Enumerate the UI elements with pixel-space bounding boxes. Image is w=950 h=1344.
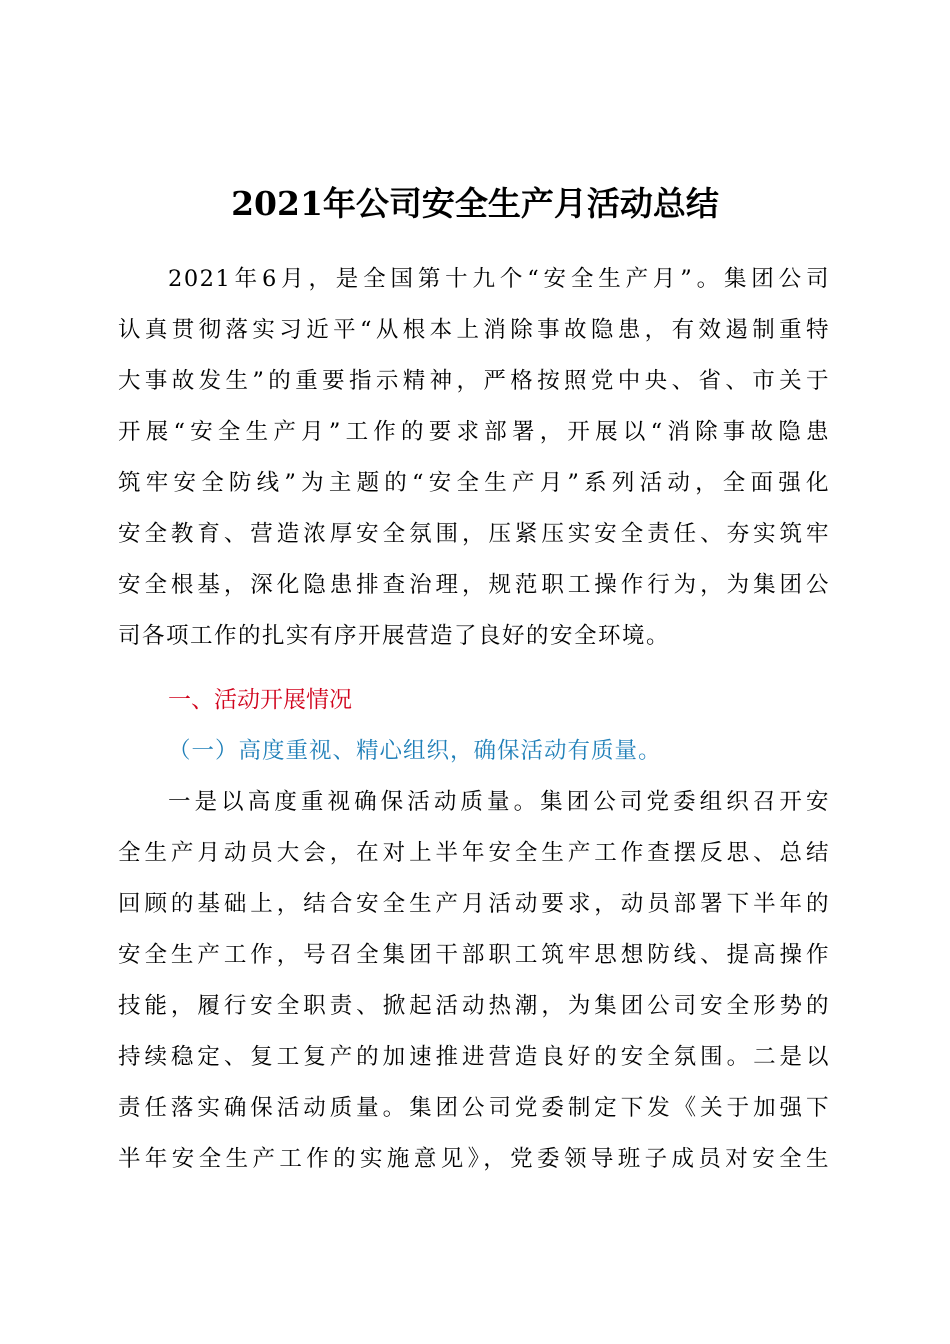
text-line: 技能，履行安全职责、掀起活动热潮，为集团公司安全形势的 <box>118 993 830 1019</box>
text-line: 一是以高度重视确保活动质量。集团公司党委组织召开安 <box>168 789 830 815</box>
text-line: 安全教育、营造浓厚安全氛围，压紧压实安全责任、夯实筑牢 <box>118 521 830 547</box>
text-line: 筑牢安全防线”为主题的“安全生产月”系列活动，全面强化 <box>118 470 830 496</box>
text-line: 回顾的基础上，结合安全生产月活动要求，动员部署下半年的 <box>118 891 830 917</box>
text-line: 2021年6月，是全国第十九个“安全生产月”。集团公司 <box>168 266 830 292</box>
intro-paragraph <box>118 254 830 662</box>
subsection-heading: （一）高度重视、精心组织，确保活动有质量。 <box>168 738 662 764</box>
text-line: 认真贯彻落实习近平“从根本上消除事故隐患，有效遏制重特 <box>118 317 830 343</box>
document-title: 2021年公司安全生产月活动总结 <box>231 184 719 223</box>
text-line: 持续稳定、复工复产的加速推进营造良好的安全氛围。二是以 <box>118 1044 830 1070</box>
text-line: 大事故发生”的重要指示精神，严格按照党中央、省、市关于 <box>118 368 830 394</box>
text-line: 责任落实确保活动质量。集团公司党委制定下发《关于加强下 <box>118 1095 830 1121</box>
text-line: 安全根基，深化隐患排查治理，规范职工操作行为，为集团公 <box>118 572 830 598</box>
text-line: 开展“安全生产月”工作的要求部署，开展以“消除事故隐患 <box>118 419 830 445</box>
text-line: 司各项工作的扎实有序开展营造了良好的安全环境。 <box>118 623 671 649</box>
body-paragraph <box>118 777 830 1185</box>
section-heading: 一、活动开展情况 <box>168 687 352 713</box>
text-line: 安全生产工作，号召全集团干部职工筑牢思想防线、提高操作 <box>118 942 830 968</box>
text-line: 全生产月动员大会，在对上半年安全生产工作查摆反思、总结 <box>118 840 830 866</box>
text-line: 半年安全生产工作的实施意见》，党委领导班子成员对安全生 <box>118 1146 830 1172</box>
